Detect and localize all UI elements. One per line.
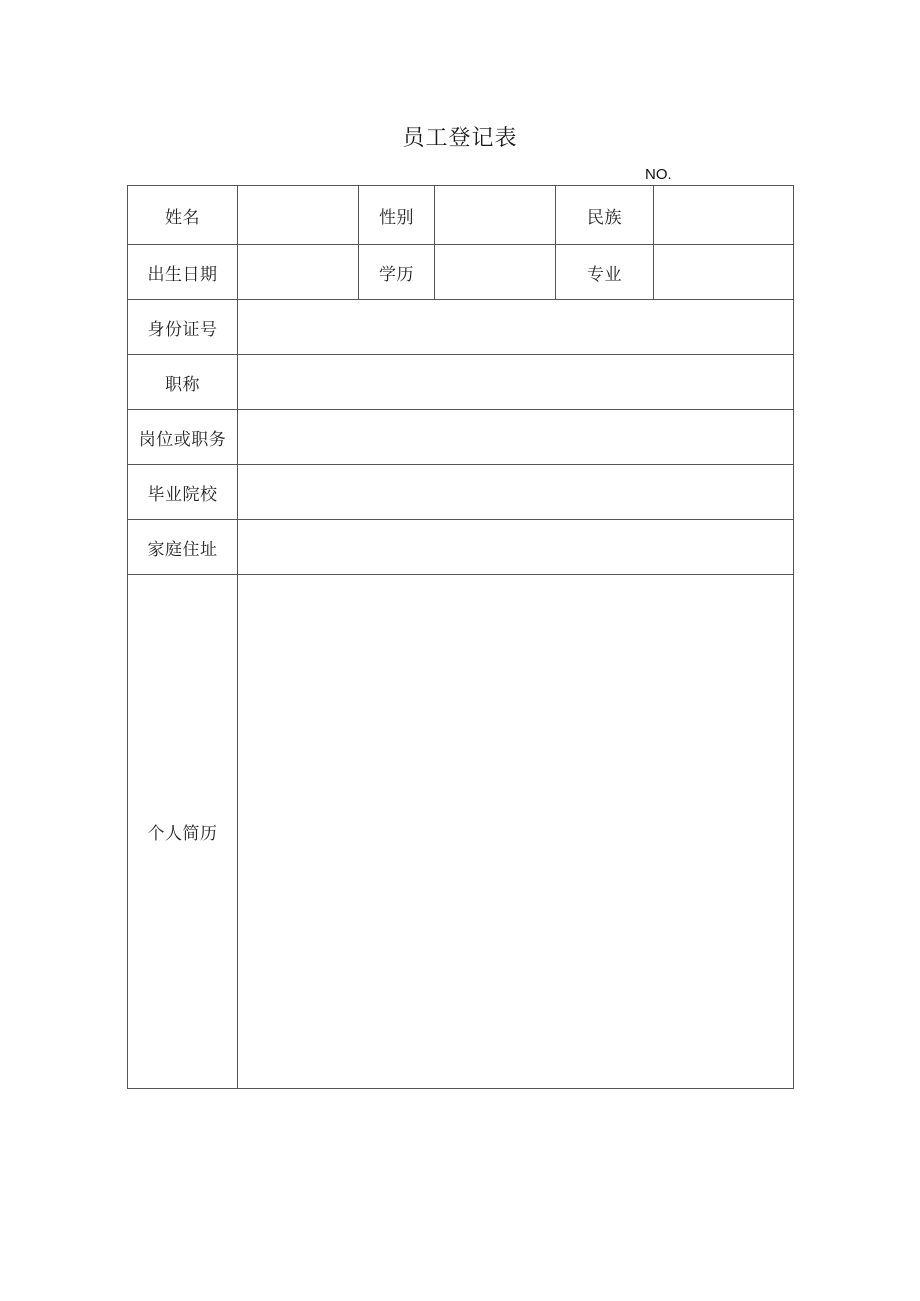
- address-label: 家庭住址: [128, 520, 238, 575]
- table-row: [128, 300, 794, 355]
- table-row: [128, 355, 794, 410]
- ethnicity-field[interactable]: [654, 186, 794, 245]
- table-row: [128, 410, 794, 465]
- birthdate-label: 出生日期: [128, 245, 238, 300]
- major-field[interactable]: [654, 245, 794, 300]
- position-label: 岗位或职务: [128, 410, 238, 465]
- resume-label: 个人简历: [128, 575, 238, 1089]
- school-field[interactable]: [238, 465, 794, 520]
- table-row: [128, 186, 794, 245]
- school-label: 毕业院校: [128, 465, 238, 520]
- job-title-label: 职称: [128, 355, 238, 410]
- table-row: [128, 465, 794, 520]
- address-field[interactable]: [238, 520, 794, 575]
- ethnicity-label: 民族: [556, 186, 654, 245]
- education-field[interactable]: [435, 245, 556, 300]
- resume-field[interactable]: [238, 575, 794, 1089]
- id-number-field[interactable]: [238, 300, 794, 355]
- page-title: 员工登记表: [402, 126, 518, 151]
- major-label: 专业: [556, 245, 654, 300]
- gender-label: 性别: [359, 186, 435, 245]
- gender-field[interactable]: [435, 186, 556, 245]
- position-field[interactable]: [238, 410, 794, 465]
- employee-registration-table: [127, 185, 794, 1089]
- name-label: 姓名: [128, 186, 238, 245]
- id-number-label: 身份证号: [128, 300, 238, 355]
- table-row: [128, 245, 794, 300]
- form-number-label: NO.: [645, 166, 672, 183]
- birthdate-field[interactable]: [238, 245, 359, 300]
- job-title-field[interactable]: [238, 355, 794, 410]
- table-row: [128, 575, 794, 1089]
- name-field[interactable]: [238, 186, 359, 245]
- table-row: [128, 520, 794, 575]
- education-label: 学历: [359, 245, 435, 300]
